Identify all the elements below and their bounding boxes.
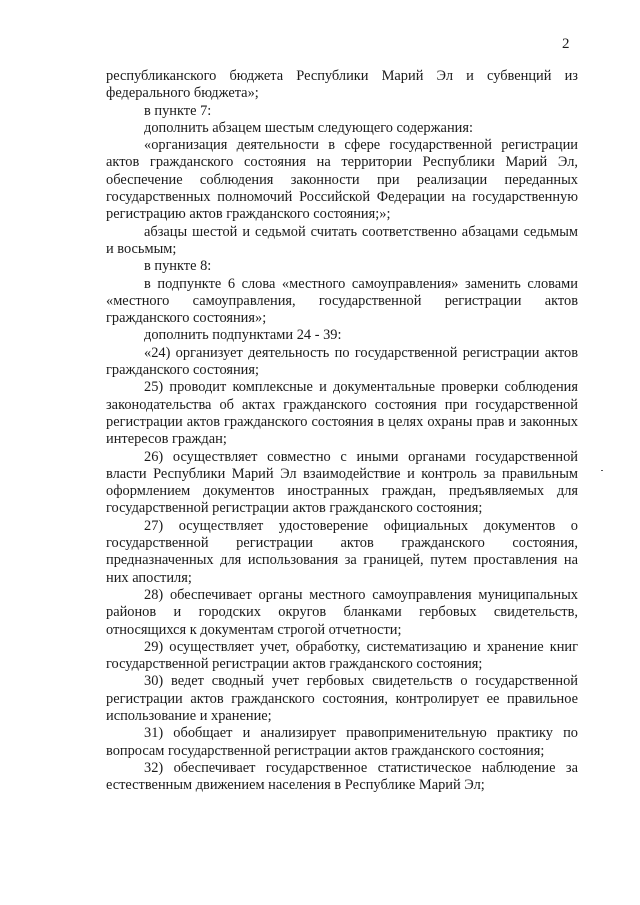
paragraph: 28) обеспечивает органы местного самоуправления муниципальных районов и городских округов бланками гербовых свидетельств, относящихся к документам строгой отчетности; bbox=[106, 586, 578, 638]
paragraph: в пункте 8: bbox=[144, 258, 212, 275]
paragraph: 29) осуществляет учет, обработку, систематизацию и хранение книг государственной регистрации актов гражданского состояния; bbox=[106, 638, 578, 673]
paragraph: «организация деятельности в сфере государственной регистрации актов гражданского состояния на территории Республики Марий Эл, обеспечение соблюдения законности при реализации переданных государственных полномочий Российской Федерации на государственную регистрацию актов гражданского состояния;»; bbox=[106, 137, 578, 223]
paragraph: в подпункте 6 слова «местного самоуправления» заменить словами «местного самоуправления, государственной регистрации актов гражданского состояния»; bbox=[106, 275, 578, 327]
document-body bbox=[106, 68, 578, 794]
paragraph: в пункте 7: bbox=[144, 102, 212, 119]
page-number: 2 bbox=[562, 36, 570, 52]
paragraph: 32) обеспечивает государственное статистическое наблюдение за естественным движением населения в Республике Марий Эл; bbox=[106, 759, 578, 794]
paragraph: 27) осуществляет удостоверение официальных документов о государственной регистрации актов гражданского состояния, предназначенных для использования за границей, путем проставления на них апостиля; bbox=[106, 517, 578, 586]
paragraph: республиканского бюджета Республики Марий Эл и субвенций из федерального бюджета»; bbox=[106, 68, 578, 102]
paragraph: абзацы шестой и седьмой считать соответственно абзацами седьмым и восьмым; bbox=[106, 223, 578, 257]
paragraph: 30) ведет сводный учет гербовых свидетельств о государственной регистрации актов гражданского состояния, контролирует ее правильное использование и хранение; bbox=[106, 673, 578, 724]
paragraph: дополнить подпунктами 24 - 39: bbox=[144, 327, 342, 344]
paragraph: «24) организует деятельность по государственной регистрации актов гражданского состояния; bbox=[106, 344, 578, 379]
paragraph: 31) обобщает и анализирует правоприменительную практику по вопросам государственной регистрации актов гражданского состояния; bbox=[106, 725, 578, 759]
scan-artifact bbox=[601, 470, 603, 471]
paragraph: дополнить абзацем шестым следующего содержания: bbox=[144, 119, 473, 136]
paragraph: 26) осуществляет совместно с иными органами государственной власти Республики Марий Эл взаимодействие и контроль за правильным оформлением документов иностранных граждан, предъявляемых для государственной регистрации актов гражданского состояния; bbox=[106, 448, 578, 517]
paragraph: 25) проводит комплексные и документальные проверки соблюдения законодательства об актах гражданского состояния при государственной регистрации актов гражданского состояния в целях охраны прав и законных интересов граждан; bbox=[106, 379, 578, 448]
